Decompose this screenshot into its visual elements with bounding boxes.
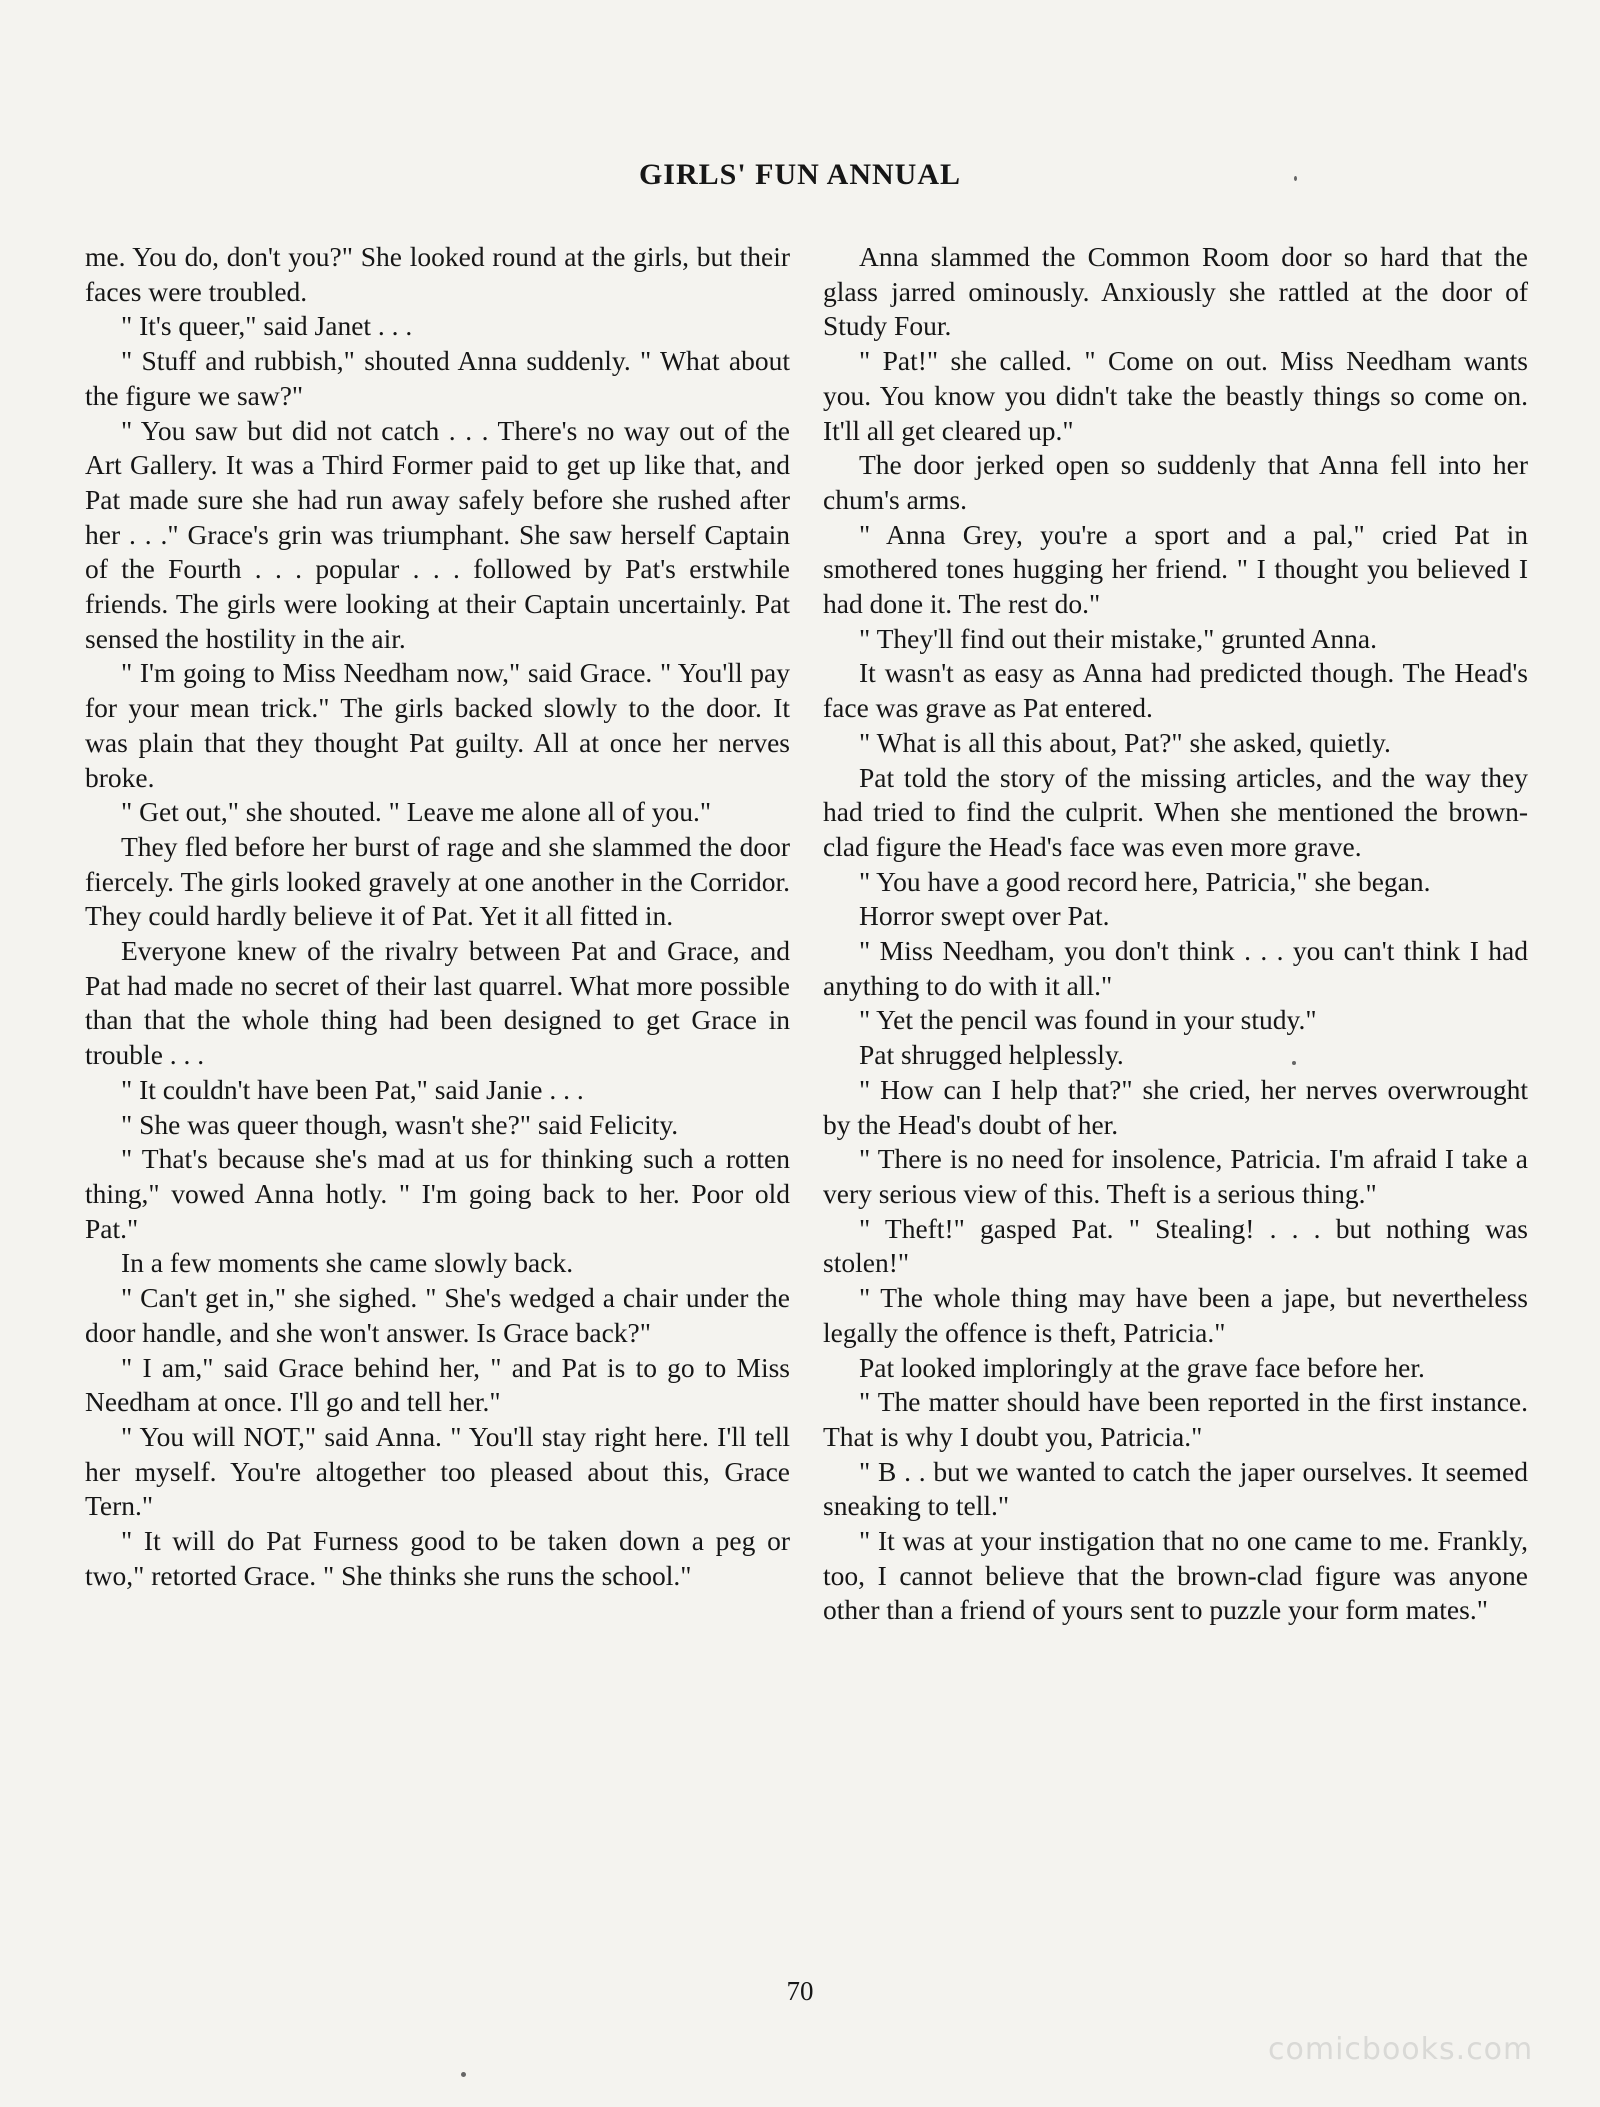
paragraph: " It couldn't have been Pat," said Janie . . . [121, 1073, 584, 1105]
paragraph: " What is all this about, Pat?" she asked, quietly. [859, 726, 1391, 758]
paragraph: Horror swept over Pat. [859, 900, 1110, 932]
page-number: 70 [786, 1976, 814, 2006]
paragraph: " How can I help that?" she cried, her nerves overwrought by the Head's doubt of her. [823, 1073, 1528, 1140]
paragraph: " You have a good record here, Patricia," she began. [859, 865, 1431, 897]
left-text-column [85, 240, 790, 1593]
paragraph: " Pat!" she called. " Come on out. Miss Needham wants you. You know you didn't take the beastly things so come on. It'll all get cleared up." [823, 345, 1528, 446]
paragraph: " You will NOT," said Anna. " You'll stay right here. I'll tell her myself. You're altogether too pleased about this, Grace Tern." [85, 1420, 790, 1522]
paragraph: " That's because she's mad at us for thinking such a rotten thing," vowed Anna hotly. " I'm going back to her. Poor old Pat." [85, 1143, 790, 1244]
paragraph: " She was queer though, wasn't she?" said Felicity. [121, 1108, 679, 1140]
paragraph: " Get out," she shouted. " Leave me alone all of you." [121, 796, 712, 828]
ink-speck [461, 2072, 466, 2077]
paragraph: Pat shrugged helplessly. [859, 1039, 1124, 1071]
paragraph: " Theft!" gasped Pat. " Stealing! . . . but nothing was stolen!" [823, 1212, 1528, 1279]
paragraph: me. You do, don't you?" She looked round at the girls, but their faces were troubled. [85, 241, 790, 307]
paragraph: In a few moments she came slowly back. [121, 1247, 574, 1279]
paragraph: " It will do Pat Furness good to be taken down a peg or two," retorted Grace. " She thinks she runs the school." [85, 1525, 790, 1591]
right-text-column [823, 240, 1528, 1628]
paragraph: Pat told the story of the missing articles, and the way they had tried to find the culprit. When she mentioned the brown-clad figure the Head's face was even more grave. [823, 761, 1528, 862]
paragraph: " Stuff and rubbish," shouted Anna suddenly. " What about the figure we saw?" [85, 345, 790, 411]
paragraph: Everyone knew of the rivalry between Pat and Grace, and Pat had made no secret of their last quarrel. What more possible than that the whole thing had been designed to get Grace in trouble . . . [85, 935, 790, 1071]
paragraph: " The whole thing may have been a jape, but nevertheless legally the offence is theft, Patricia." [823, 1282, 1528, 1348]
paragraph: Pat looked imploringly at the grave face before her. [859, 1351, 1425, 1383]
paragraph: The door jerked open so suddenly that Anna fell into her chum's arms. [823, 449, 1528, 515]
paragraph: " It's queer," said Janet . . . [121, 310, 413, 342]
paragraph: " The matter should have been reported in the first instance. That is why I doubt you, Patricia." [823, 1386, 1528, 1452]
paragraph: " I'm going to Miss Needham now," said Grace. " You'll pay for your mean trick." The girls backed slowly to the door. It was plain that they thought Pat guilty. All at once her nerves broke. [85, 657, 790, 793]
paragraph: Anna slammed the Common Room door so hard that the glass jarred ominously. Anxiously she rattled at the door of Study Four. [823, 241, 1528, 342]
paragraph: " B . . but we wanted to catch the japer ourselves. It seemed sneaking to tell." [823, 1455, 1528, 1522]
paragraph: " They'll find out their mistake," grunted Anna. [859, 622, 1377, 654]
paragraph: " Yet the pencil was found in your study." [859, 1004, 1317, 1036]
paragraph: They fled before her burst of rage and she slammed the door fiercely. The girls looked gravely at one another in the Corridor. They could hardly believe it of Pat. Yet it all fitted in. [85, 830, 790, 932]
paragraph: " There is no need for insolence, Patricia. I'm afraid I take a very serious view of this. Theft is a serious thing." [823, 1143, 1528, 1209]
watermark: comicbooks.com [1268, 2032, 1534, 2067]
paragraph: " I am," said Grace behind her, " and Pat is to go to Miss Needham at once. I'll go and tell her." [85, 1351, 790, 1418]
paragraph: " You saw but did not catch . . . There's no way out of the Art Gallery. It was a Third Former paid to get up like that, and Pat made sure she had run away safely before she rushed after her . . ." Grace's grin was triumphant. She saw herself Captain of the Fourth . . . popular . . . followed by Pat's erstwhile friends. The girls were looking at their Captain uncertainly. Pat sensed the hostility in the air. [85, 414, 790, 654]
paragraph: It wasn't as easy as Anna had predicted though. The Head's face was grave as Pat entered. [823, 657, 1528, 724]
ink-speck [1292, 1061, 1296, 1065]
ink-speck [1294, 176, 1297, 181]
page-header: GIRLS' FUN ANNUAL [638, 158, 962, 191]
paragraph: " Miss Needham, you don't think . . . you can't think I had anything to do with it all." [823, 935, 1528, 1001]
paragraph: " Anna Grey, you're a sport and a pal," cried Pat in smothered tones hugging her friend. " I thought you believed I had done it. The rest do." [823, 518, 1528, 620]
paragraph: " Can't get in," she sighed. " She's wedged a chair under the door handle, and she won't answer. Is Grace back?" [85, 1282, 790, 1348]
paragraph: " It was at your instigation that no one came to me. Frankly, too, I cannot believe that the brown-clad figure was anyone other than a friend of yours sent to puzzle your form mates." [823, 1525, 1528, 1626]
